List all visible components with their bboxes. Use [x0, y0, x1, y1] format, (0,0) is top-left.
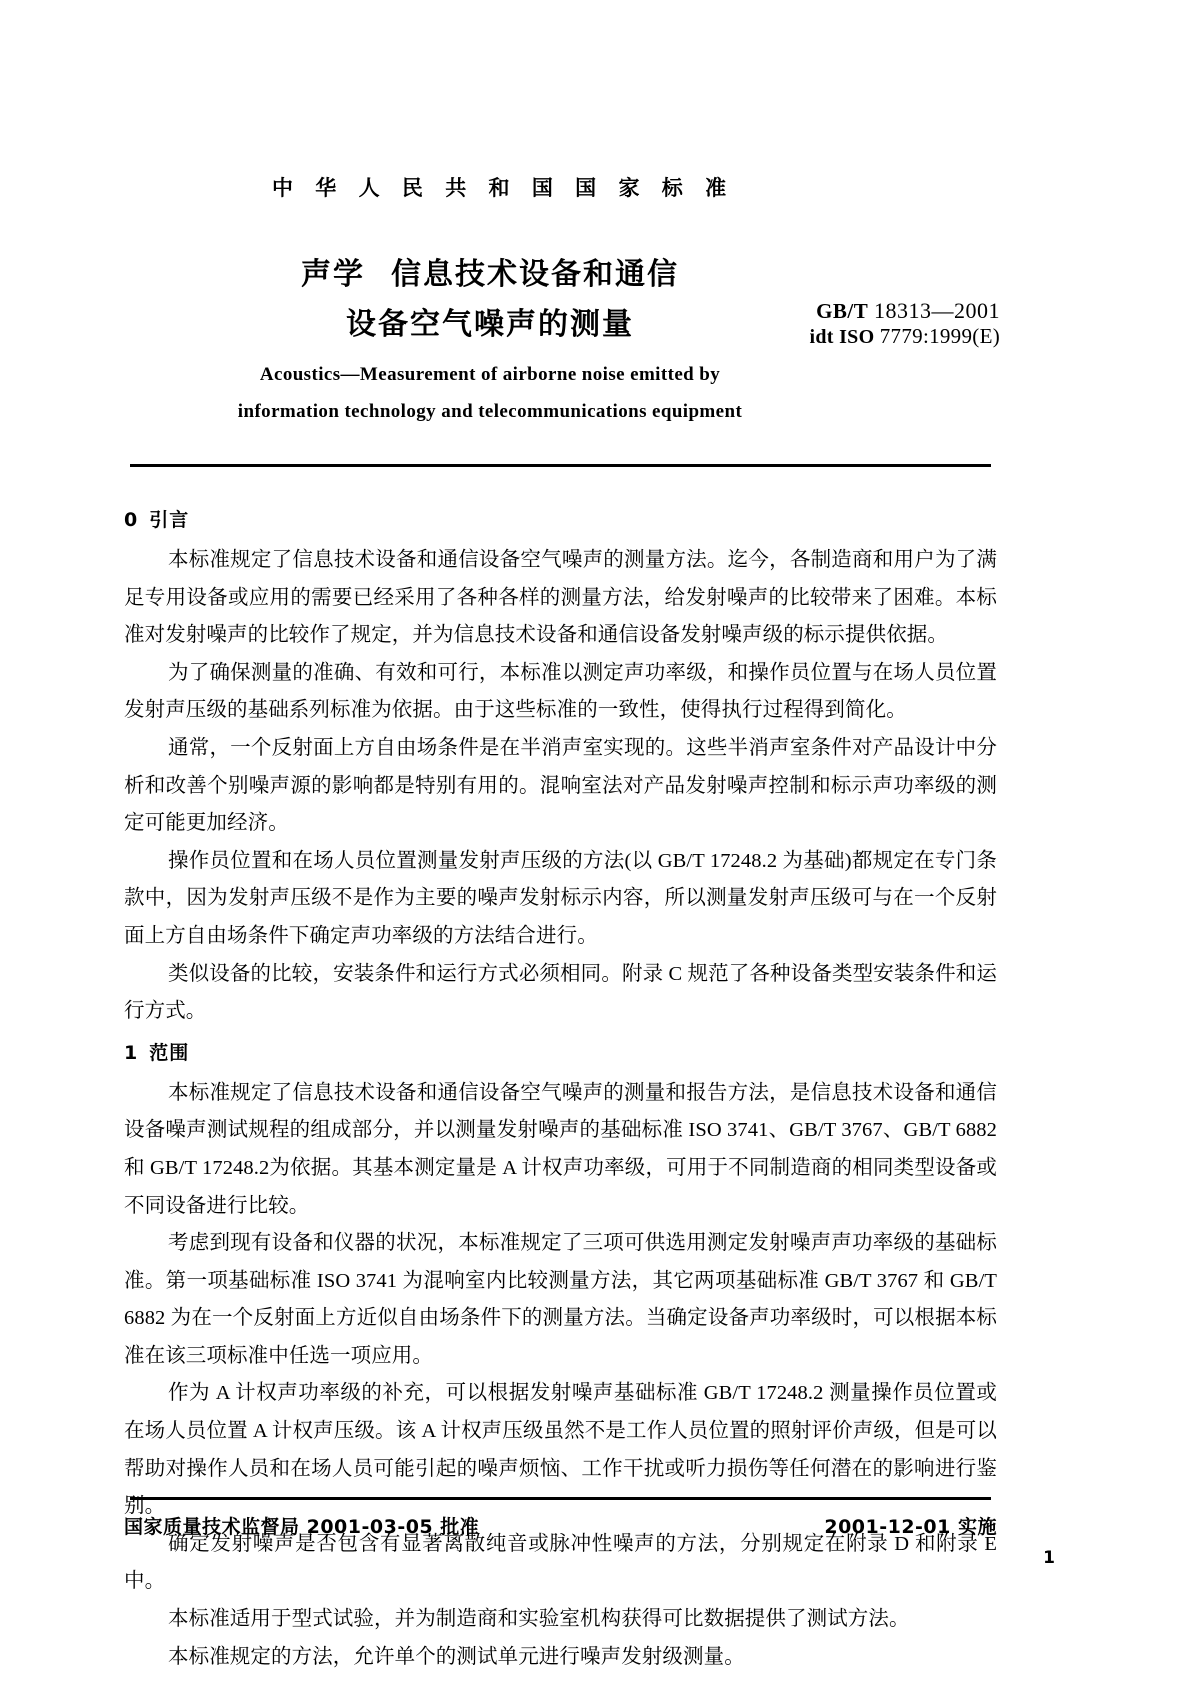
english-title-block	[130, 356, 850, 430]
footer-divider-rule	[130, 1497, 991, 1500]
page-footer	[124, 1512, 997, 1539]
paragraph: 作为 A 计权声功率级的补充，可以根据发射噪声基础标准 GB/T 17248.2 测量操作员位置或在场人员位置 A 计权声压级。该 A 计权声压级虽然不是工作人员位置的照射评价声级，但是可以帮助对操作人员和在场人员可能引起的噪声烦恼、工作干扰或听力损伤等任何潜在的影响进行鉴别。	[124, 1382, 997, 1518]
footer-approval-text: 国家质量技术监督局 2001-03-05 批准	[124, 1516, 480, 1538]
idt-prefix: idt ISO	[809, 326, 875, 348]
section-heading-1	[124, 1031, 997, 1075]
standard-number-prefix: GB/T	[816, 299, 869, 323]
idt-reference-line	[700, 324, 1000, 349]
paragraph: 确定发射噪声是否包含有显著离散纯音或脉冲性噪声的方法，分别规定在附录 D 和附录 E 中。	[124, 1532, 997, 1593]
idt-value: 7779:1999(E)	[879, 324, 1000, 348]
paragraph: 为了确保测量的准确、有效和可行，本标准以测定声功率级，和操作员位置与在场人员位置发射声压级的基础系列标准为依据。由于这些标准的一致性，使得执行过程得到简化。	[124, 661, 997, 722]
paragraph: 操作员位置和在场人员位置测量发射声压级的方法(以 GB/T 17248.2 为基础)都规定在专门条款中，因为发射声压级不是作为主要的噪声发射标示内容，所以测量发射声压级可与在一个反射面上方自由场条件下确定声功率级的方法结合进行。	[124, 849, 997, 947]
paragraph: 本标准规定了信息技术设备和通信设备空气噪声的测量方法。迄今，各制造商和用户为了满足专用设备或应用的需要已经采用了各种各样的测量方法，给发射噪声的比较带来了困难。本标准对发射噪声的比较作了规定，并为信息技术设备和通信设备发射噪声级的标示提供依据。	[124, 549, 997, 647]
paragraph: 考虑到现有设备和仪器的状况，本标准规定了三项可供选用测定发射噪声声功率级的基础标准。第一项基础标准 ISO 3741 为混响室内比较测量方法，其它两项基础标准 GB/T 3767 和 GB/T 6882 为在一个反射面上方近似自由场条件下的测量方法。当确定设备声功率级时，可以根据本标准在该三项标准中任选一项应用。	[124, 1232, 997, 1367]
standard-number-block	[700, 298, 1000, 349]
section-heading-0	[124, 498, 997, 542]
section-number-0: 0	[124, 509, 139, 531]
page-number: 1	[1043, 1548, 1055, 1568]
paragraph: 本标准规定的方法，允许单个的测试单元进行噪声发射级测量。	[168, 1645, 745, 1668]
chinese-title-line-1	[130, 250, 850, 300]
header-divider-rule	[130, 464, 991, 467]
standard-number-value: 18313—2001	[874, 298, 1000, 323]
chinese-title-line-2: 设备空气噪声的测量	[346, 307, 634, 342]
paragraph: 类似设备的比较，安装条件和运行方式必须相同。附录 C 规范了各种设备类型安装条件和运行方式。	[124, 962, 997, 1023]
masthead-national-standard: 中 华 人 民 共 和 国 国 家 标 准	[272, 176, 734, 200]
paragraph: 通常，一个反射面上方自由场条件是在半消声室实现的。这些半消声室条件对产品设计中分析和改善个别噪声源的影响都是特别有用的。混响室法对产品发射噪声控制和标示声功率级的测定可能更加经济。	[124, 736, 997, 835]
section-title-0: 引言	[149, 509, 190, 531]
english-title-line-1: Acoustics—Measurement of airborne noise emitted by	[259, 364, 721, 385]
section-number-1: 1	[124, 1041, 139, 1064]
paragraph: 本标准适用于型式试验，并为制造商和实验室机构获得可比数据提供了测试方法。	[168, 1608, 910, 1631]
chinese-title-part-2: 信息技术设备和通信	[391, 257, 679, 292]
paragraph: 本标准规定了信息技术设备和通信设备空气噪声的测量和报告方法，是信息技术设备和通信设备噪声测试规程的组成部分，并以测量发射噪声的基础标准 ISO 3741、GB/T 3767、GB/T 6882 和 GB/T 17248.2为依据。其基本测定量是 A 计权声功率级，可用于不同制造商的相同类型设备或不同设备进行比较。	[124, 1081, 997, 1217]
english-title-line-2: information technology and telecommunications equipment	[237, 401, 743, 422]
section-title-1: 范围	[149, 1041, 190, 1064]
standard-number-line	[700, 298, 1000, 324]
footer-implementation-text: 2001-12-01 实施	[824, 1516, 997, 1538]
chinese-title-part-1: 声学	[301, 257, 365, 292]
